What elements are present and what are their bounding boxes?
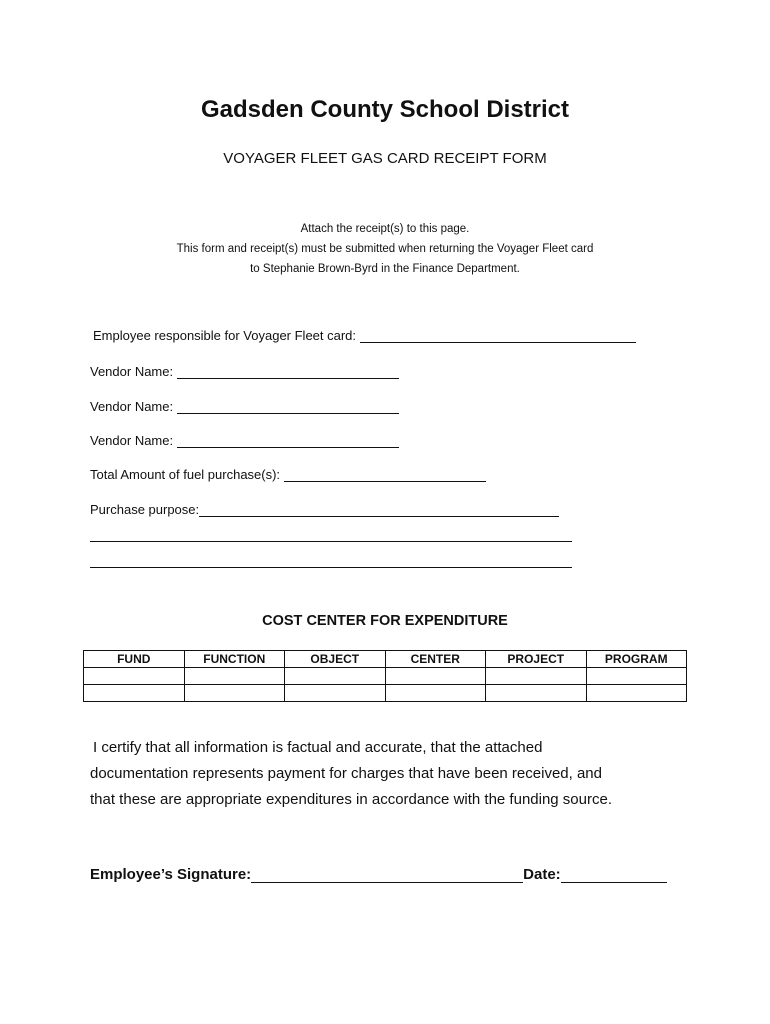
table-cell[interactable] [84,685,185,702]
table-row [84,668,687,685]
certification-line: I certify that all information is factual and accurate, that the attached [93,739,543,756]
vendor-field-blank[interactable] [177,364,399,379]
table-row [84,685,687,702]
column-header-object: OBJECT [285,651,386,668]
vendor-field-label: Vendor Name: [90,364,174,379]
total-amount-label: Total Amount of fuel purchase(s): [90,467,281,482]
vendor-field-blank[interactable] [177,399,399,414]
instruction-line-1: Attach the receipt(s) to this page. [300,223,470,235]
table-cell[interactable] [486,685,587,702]
vendor-field-label: Vendor Name: [90,433,174,448]
table-cell[interactable] [385,668,486,685]
table-cell[interactable] [486,668,587,685]
purchase-purpose-row [90,502,559,517]
instruction-line-3: to Stephanie Brown-Byrd in the Finance Department. [250,263,520,275]
total-amount-blank[interactable] [284,467,486,482]
vendor-field-label: Vendor Name: [90,399,174,414]
date-label: Date: [523,866,561,883]
column-header-function: FUNCTION [184,651,285,668]
total-amount-row [90,467,486,482]
form-subtitle: VOYAGER FLEET GAS CARD RECEIPT FORM [223,150,547,167]
certification-statement [90,735,690,813]
purchase-purpose-line[interactable] [90,541,572,542]
purchase-purpose-label: Purchase purpose: [90,502,200,517]
vendor-field-row-1 [90,364,399,379]
employee-field-label: Employee responsible for Voyager Fleet card: [93,328,357,343]
vendor-field-row-3 [90,433,399,448]
certification-line: that these are appropriate expenditures in accordance with the funding source. [90,791,612,808]
table-cell[interactable] [586,685,687,702]
table-header-row [84,651,687,668]
signature-label: Employee’s Signature: [90,866,252,883]
column-header-center: CENTER [385,651,486,668]
certification-line: documentation represents payment for charges that have been received, and [90,765,602,782]
instruction-line-2: This form and receipt(s) must be submitted when returning the Voyager Fleet card [176,243,594,255]
column-header-program: PROGRAM [586,651,687,668]
table-cell[interactable] [184,685,285,702]
cost-center-table [83,650,687,702]
table-cell[interactable] [285,668,386,685]
signature-blank[interactable] [251,866,523,883]
purchase-purpose-line[interactable] [90,567,572,568]
column-header-project: PROJECT [486,651,587,668]
column-header-fund: FUND [84,651,185,668]
page-title: Gadsden County School District [200,96,570,123]
cost-center-heading: COST CENTER FOR EXPENDITURE [262,613,508,629]
vendor-field-blank[interactable] [177,433,399,448]
purchase-purpose-blank[interactable] [199,502,559,517]
table-cell[interactable] [184,668,285,685]
table-cell[interactable] [586,668,687,685]
table-cell[interactable] [84,668,185,685]
table-cell[interactable] [385,685,486,702]
date-blank[interactable] [561,866,667,883]
signature-row [90,866,667,883]
employee-field-blank[interactable] [360,328,636,343]
vendor-field-row-2 [90,399,399,414]
employee-field-row [93,328,636,343]
table-cell[interactable] [285,685,386,702]
